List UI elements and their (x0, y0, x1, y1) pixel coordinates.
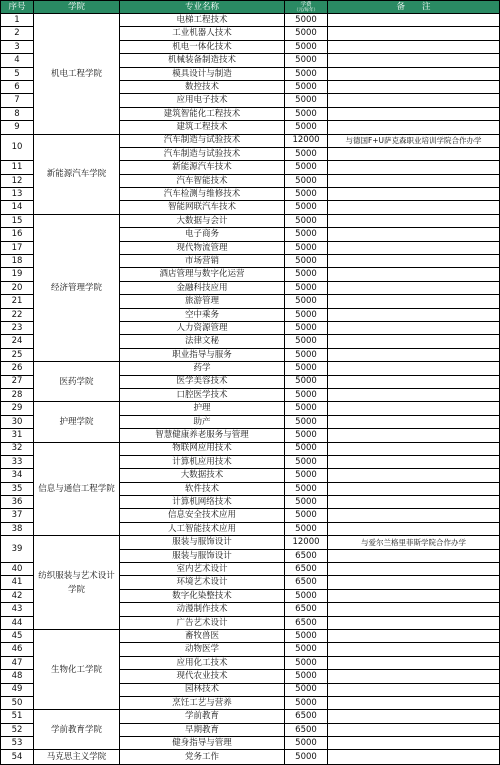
table-row (1, 629, 500, 642)
fee-cell: 5000 (285, 121, 328, 134)
major-cell: 软件技术 (120, 482, 285, 495)
major-cell: 早期教育 (120, 723, 285, 736)
fee-cell: 5000 (285, 281, 328, 294)
fee-cell: 12000 (285, 134, 328, 147)
college-cell: 护理学院 (34, 402, 120, 442)
major-cell: 模具设计与制造 (120, 67, 285, 80)
seq-cell: 49 (1, 683, 34, 696)
major-cell: 健身指导与管理 (120, 737, 285, 750)
seq-cell: 39 (1, 536, 34, 563)
major-cell: 人工智能技术应用 (120, 522, 285, 535)
seq-cell: 34 (1, 469, 34, 482)
note-cell (328, 388, 500, 401)
major-cell: 新能源汽车技术 (120, 161, 285, 174)
fee-cell: 5000 (285, 362, 328, 375)
seq-cell: 45 (1, 629, 34, 642)
seq-cell: 15 (1, 214, 34, 227)
seq-cell: 52 (1, 723, 34, 736)
seq-cell: 33 (1, 455, 34, 468)
seq-cell: 48 (1, 670, 34, 683)
major-cell: 计算机应用技术 (120, 455, 285, 468)
seq-cell: 32 (1, 442, 34, 455)
note-cell (328, 348, 500, 361)
fee-cell: 5000 (285, 415, 328, 428)
major-cell: 数控技术 (120, 80, 285, 93)
college-cell: 马克思主义学院 (34, 750, 120, 765)
note-cell (328, 429, 500, 442)
note-cell (328, 616, 500, 629)
major-cell: 学前教育 (120, 710, 285, 723)
major-cell: 园林技术 (120, 683, 285, 696)
note-cell (328, 268, 500, 281)
note-cell (328, 696, 500, 709)
header-fee-unit: （元/每年） (293, 7, 319, 13)
note-cell (328, 255, 500, 268)
note-cell (328, 161, 500, 174)
fee-cell: 12000 (285, 536, 328, 549)
table-row (1, 536, 500, 549)
fee-cell: 5000 (285, 402, 328, 415)
fee-cell: 6500 (285, 603, 328, 616)
major-cell: 动物医学 (120, 643, 285, 656)
major-cell: 汽车智能技术 (120, 174, 285, 187)
note-cell: 与爱尔兰格里菲斯学院合作办学 (328, 536, 500, 549)
table-row (1, 710, 500, 723)
fee-cell: 6500 (285, 616, 328, 629)
note-cell (328, 710, 500, 723)
fee-cell: 5000 (285, 429, 328, 442)
college-cell: 新能源汽车学院 (34, 134, 120, 214)
college-cell: 信息与通信工程学院 (34, 442, 120, 536)
note-cell (328, 723, 500, 736)
fee-cell: 5000 (285, 228, 328, 241)
fee-cell: 5000 (285, 348, 328, 361)
seq-cell: 19 (1, 268, 34, 281)
seq-cell: 30 (1, 415, 34, 428)
seq-cell: 29 (1, 402, 34, 415)
major-cell: 建筑智能化工程技术 (120, 107, 285, 120)
college-cell: 医药学院 (34, 362, 120, 402)
note-cell (328, 603, 500, 616)
major-cell: 数字化染整技术 (120, 589, 285, 602)
note-cell (328, 335, 500, 348)
seq-cell: 50 (1, 696, 34, 709)
college-cell: 经济管理学院 (34, 214, 120, 361)
major-cell: 汽车制造与试验技术 (120, 147, 285, 160)
fee-cell: 5000 (285, 469, 328, 482)
seq-cell: 53 (1, 737, 34, 750)
fee-cell: 5000 (285, 482, 328, 495)
major-cell: 物联网应用技术 (120, 442, 285, 455)
seq-cell: 1 (1, 14, 34, 27)
note-cell (328, 121, 500, 134)
fee-cell: 5000 (285, 27, 328, 40)
seq-cell: 7 (1, 94, 34, 107)
note-cell (328, 563, 500, 576)
major-cell: 智慧健康养老服务与管理 (120, 429, 285, 442)
header-college: 学院 (34, 1, 120, 14)
fee-cell: 5000 (285, 107, 328, 120)
table-row (1, 402, 500, 415)
note-cell: 与德国F+U萨克森职业培训学院合作办学 (328, 134, 500, 147)
note-cell (328, 54, 500, 67)
major-cell: 信息安全技术应用 (120, 509, 285, 522)
seq-cell: 18 (1, 255, 34, 268)
major-cell: 酒店管理与数字化运营 (120, 268, 285, 281)
major-cell: 旅游管理 (120, 295, 285, 308)
fee-cell: 5000 (285, 388, 328, 401)
note-cell (328, 362, 500, 375)
fee-cell: 6500 (285, 563, 328, 576)
note-cell (328, 496, 500, 509)
seq-cell: 10 (1, 134, 34, 161)
note-cell (328, 656, 500, 669)
major-cell: 人力资源管理 (120, 321, 285, 334)
fee-cell: 5000 (285, 308, 328, 321)
fee-cell: 5000 (285, 14, 328, 27)
fee-cell: 5000 (285, 321, 328, 334)
seq-cell: 38 (1, 522, 34, 535)
fee-cell: 5000 (285, 656, 328, 669)
seq-cell: 27 (1, 375, 34, 388)
seq-cell: 37 (1, 509, 34, 522)
fee-cell: 5000 (285, 80, 328, 93)
major-cell: 市场营销 (120, 255, 285, 268)
college-cell: 纺织服装与艺术设计学院 (34, 536, 120, 630)
note-cell (328, 469, 500, 482)
major-cell: 机电一体化技术 (120, 40, 285, 53)
note-cell (328, 455, 500, 468)
header-note: 备 注 (328, 1, 500, 14)
fee-cell: 5000 (285, 683, 328, 696)
seq-cell: 41 (1, 576, 34, 589)
major-cell: 金融科技应用 (120, 281, 285, 294)
fee-cell: 5000 (285, 670, 328, 683)
seq-cell: 28 (1, 388, 34, 401)
note-cell (328, 442, 500, 455)
fee-cell: 5000 (285, 255, 328, 268)
fee-cell: 5000 (285, 335, 328, 348)
note-cell (328, 321, 500, 334)
fee-cell: 5000 (285, 214, 328, 227)
major-cell: 工业机器人技术 (120, 27, 285, 40)
note-cell (328, 295, 500, 308)
note-cell (328, 281, 500, 294)
note-cell (328, 147, 500, 160)
table-row (1, 750, 500, 765)
fee-cell: 6500 (285, 710, 328, 723)
fee-cell: 5000 (285, 643, 328, 656)
major-cell: 畜牧兽医 (120, 629, 285, 642)
seq-cell: 54 (1, 750, 34, 765)
seq-cell: 35 (1, 482, 34, 495)
note-cell (328, 522, 500, 535)
table-body (1, 14, 500, 765)
fee-cell: 5000 (285, 40, 328, 53)
seq-cell: 42 (1, 589, 34, 602)
note-cell (328, 415, 500, 428)
seq-cell: 23 (1, 321, 34, 334)
note-cell (328, 576, 500, 589)
seq-cell: 2 (1, 27, 34, 40)
note-cell (328, 40, 500, 53)
note-cell (328, 670, 500, 683)
header-seq: 序号 (1, 1, 34, 14)
major-cell: 大数据技术 (120, 469, 285, 482)
table-header-row (1, 1, 500, 14)
major-cell: 室内艺术设计 (120, 563, 285, 576)
fee-cell: 5000 (285, 375, 328, 388)
major-cell: 护理 (120, 402, 285, 415)
table-row (1, 442, 500, 455)
major-cell: 党务工作 (120, 750, 285, 765)
note-cell (328, 67, 500, 80)
major-cell: 汽车制造与试验技术 (120, 134, 285, 147)
major-cell: 现代物流管理 (120, 241, 285, 254)
fee-cell: 5000 (285, 161, 328, 174)
note-cell (328, 375, 500, 388)
seq-cell: 16 (1, 228, 34, 241)
table-row (1, 134, 500, 147)
note-cell (328, 737, 500, 750)
fee-cell: 5000 (285, 496, 328, 509)
major-cell: 汽车检测与维修技术 (120, 188, 285, 201)
seq-cell: 17 (1, 241, 34, 254)
note-cell (328, 228, 500, 241)
note-cell (328, 509, 500, 522)
major-cell: 电梯工程技术 (120, 14, 285, 27)
major-cell: 大数据与会计 (120, 214, 285, 227)
table-row (1, 362, 500, 375)
fee-cell: 5000 (285, 54, 328, 67)
fee-cell: 6500 (285, 723, 328, 736)
major-cell: 职业指导与服务 (120, 348, 285, 361)
note-cell (328, 241, 500, 254)
fee-cell: 5000 (285, 188, 328, 201)
major-cell: 广告艺术设计 (120, 616, 285, 629)
header-fee (285, 1, 328, 14)
fee-cell: 5000 (285, 295, 328, 308)
seq-cell: 21 (1, 295, 34, 308)
fee-cell: 5000 (285, 737, 328, 750)
header-major: 专业名称 (120, 1, 285, 14)
fee-cell: 5000 (285, 522, 328, 535)
major-cell: 法律文秘 (120, 335, 285, 348)
seq-cell: 13 (1, 188, 34, 201)
note-cell (328, 188, 500, 201)
note-cell (328, 683, 500, 696)
major-cell: 医学美容技术 (120, 375, 285, 388)
major-cell: 建筑工程技术 (120, 121, 285, 134)
seq-cell: 3 (1, 40, 34, 53)
fee-cell: 5000 (285, 268, 328, 281)
seq-cell: 8 (1, 107, 34, 120)
seq-cell: 24 (1, 335, 34, 348)
note-cell (328, 482, 500, 495)
note-cell (328, 589, 500, 602)
major-cell: 应用化工技术 (120, 656, 285, 669)
seq-cell: 12 (1, 174, 34, 187)
seq-cell: 6 (1, 80, 34, 93)
fee-cell: 6500 (285, 576, 328, 589)
fee-cell: 5000 (285, 147, 328, 160)
seq-cell: 40 (1, 563, 34, 576)
fee-cell: 5000 (285, 174, 328, 187)
college-cell: 学前教育学院 (34, 710, 120, 750)
major-cell: 服装与服饰设计 (120, 549, 285, 562)
note-cell (328, 308, 500, 321)
fee-cell: 5000 (285, 94, 328, 107)
note-cell (328, 174, 500, 187)
fee-cell: 5000 (285, 201, 328, 214)
seq-cell: 14 (1, 201, 34, 214)
major-cell: 应用电子技术 (120, 94, 285, 107)
note-cell (328, 14, 500, 27)
major-cell: 现代农业技术 (120, 670, 285, 683)
note-cell (328, 214, 500, 227)
fee-cell: 5000 (285, 696, 328, 709)
fee-cell: 5000 (285, 629, 328, 642)
note-cell (328, 107, 500, 120)
fee-cell: 5000 (285, 241, 328, 254)
seq-cell: 46 (1, 643, 34, 656)
major-cell: 烹饪工艺与营养 (120, 696, 285, 709)
fee-cell: 5000 (285, 442, 328, 455)
seq-cell: 4 (1, 54, 34, 67)
college-cell: 机电工程学院 (34, 14, 120, 135)
seq-cell: 22 (1, 308, 34, 321)
fee-cell: 5000 (285, 509, 328, 522)
major-cell: 助产 (120, 415, 285, 428)
major-cell: 计算机网络技术 (120, 496, 285, 509)
major-cell: 电子商务 (120, 228, 285, 241)
seq-cell: 51 (1, 710, 34, 723)
fee-cell: 5000 (285, 589, 328, 602)
major-cell: 机械装备制造技术 (120, 54, 285, 67)
major-cell: 动漫制作技术 (120, 603, 285, 616)
seq-cell: 43 (1, 603, 34, 616)
major-cell: 服装与服饰设计 (120, 536, 285, 549)
note-cell (328, 94, 500, 107)
fee-cell: 5000 (285, 67, 328, 80)
note-cell (328, 201, 500, 214)
seq-cell: 25 (1, 348, 34, 361)
header-fee-label: 学费 (300, 1, 312, 8)
table-row (1, 14, 500, 27)
major-cell: 药学 (120, 362, 285, 375)
note-cell (328, 750, 500, 765)
fee-cell: 5000 (285, 750, 328, 765)
major-cell: 空中乘务 (120, 308, 285, 321)
seq-cell: 44 (1, 616, 34, 629)
table-row (1, 214, 500, 227)
note-cell (328, 80, 500, 93)
seq-cell: 31 (1, 429, 34, 442)
seq-cell: 26 (1, 362, 34, 375)
seq-cell: 11 (1, 161, 34, 174)
fee-cell: 6500 (285, 549, 328, 562)
note-cell (328, 643, 500, 656)
major-cell: 环境艺术设计 (120, 576, 285, 589)
college-cell: 生物化工学院 (34, 629, 120, 709)
seq-cell: 20 (1, 281, 34, 294)
note-cell (328, 549, 500, 562)
note-cell (328, 629, 500, 642)
note-cell (328, 27, 500, 40)
fee-cell: 5000 (285, 455, 328, 468)
major-cell: 口腔医学技术 (120, 388, 285, 401)
seq-cell: 5 (1, 67, 34, 80)
seq-cell: 47 (1, 656, 34, 669)
seq-cell: 36 (1, 496, 34, 509)
major-cell: 智能网联汽车技术 (120, 201, 285, 214)
seq-cell: 9 (1, 121, 34, 134)
note-cell (328, 402, 500, 415)
